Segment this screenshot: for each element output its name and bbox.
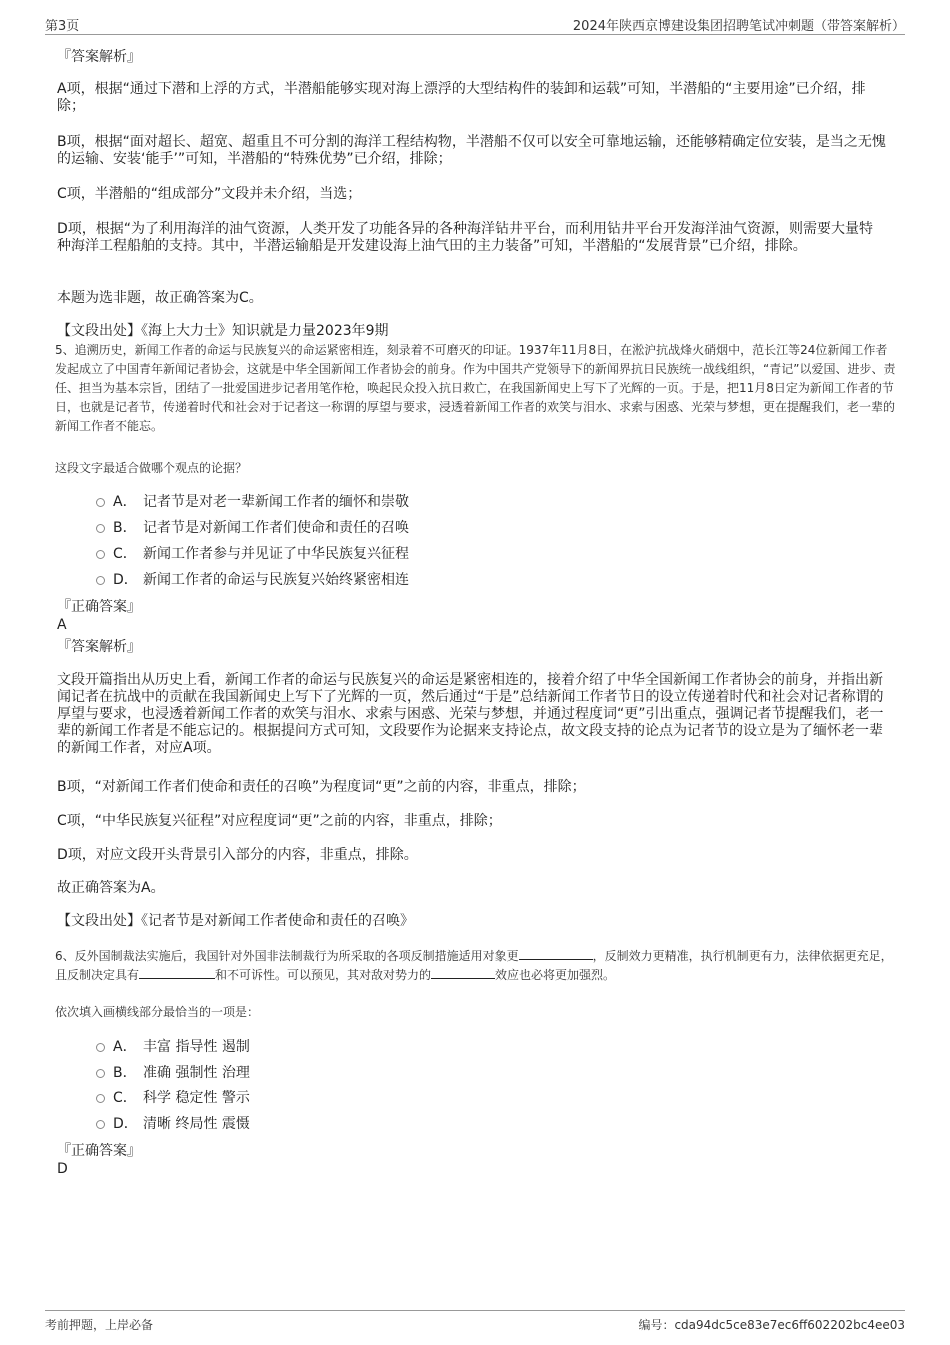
q4-conclusion: 本题为选非题，故正确答案为C。 xyxy=(57,290,263,306)
q5-option-a[interactable]: A． 记者节是对老一辈新闻工作者的缅怀和崇敬 xyxy=(96,493,409,511)
radio-icon[interactable] xyxy=(96,524,105,533)
q6-stem: 6、反外国制裁法实施后，我国针对外国非法制裁行为所采取的各项反制措施适用对象更 ，反制效力更精准，执行机制更有力，法律依据更充足，且反制决定具有 和不可诉性。可以预见，其对敌对势力的 效应也必将更加强烈。 xyxy=(55,949,893,982)
q4-source: 【文段出处】《海上大力士》知识就是力量2023年9期 xyxy=(57,323,389,339)
q5-analysis-b: B项，“对新闻工作者们使命和责任的召唤”为程度词“更”之前的内容，非重点，排除； xyxy=(57,779,586,795)
radio-icon[interactable] xyxy=(96,1043,105,1052)
page-number: 第3页 xyxy=(45,19,80,34)
radio-icon[interactable] xyxy=(96,1094,105,1103)
page-footer xyxy=(45,1310,905,1337)
document-id: 编号：cda94dc5ce83e7ec6ff602202bc4ee03 xyxy=(638,1318,905,1332)
q6-answer-label: 『正确答案』 xyxy=(57,1143,141,1159)
q6-answer: D xyxy=(57,1161,68,1177)
q5-answer-label: 『正确答案』 xyxy=(57,599,141,615)
radio-icon[interactable] xyxy=(96,550,105,559)
fill-blank xyxy=(431,966,495,979)
q5-answer: A xyxy=(57,617,67,633)
q6-ask: 依次填入画横线部分最恰当的一项是： xyxy=(55,1005,260,1019)
radio-icon[interactable] xyxy=(96,1120,105,1129)
q5-conclusion: 故正确答案为A。 xyxy=(57,880,165,896)
q5-analysis-label: 『答案解析』 xyxy=(57,639,141,655)
q4-analysis-c: C项，半潜船的“组成部分”文段并未介绍，当选； xyxy=(57,186,362,202)
radio-icon[interactable] xyxy=(96,1069,105,1078)
footer-slogan: 考前押题，上岸必备 xyxy=(45,1318,154,1332)
q5-stem: 5、追溯历史，新闻工作者的命运与民族复兴的命运紧密相连，刻录着不可磨灭的印证。1937年11月8日，在淞沪抗战烽火硝烟中，范长江等24位新闻工作者发起成立了中国青年新闻记者协会，这就是中华全国新闻工作者协会的前身。作为中国共产党领导下的新闻界抗日民族统一战线组织，“青记”以爱国、进步、责任、担当为基本宗旨，团结了一批爱国进步记者用笔作枪，唤起民众投入抗日救亡，在我国新闻史上写下了光辉的一页。于是，把11月8日定为新闻工作者的节日，也就是记者节，传递着时代和社会对于记者这一称谓的厚望与要求，浸透着新闻工作者的欢笑与泪水、求索与困惑、光荣与梦想，更在提醒我们，老一辈的新闻工作者不能忘。 xyxy=(55,343,896,433)
q4-analysis-a: A项，根据“通过下潜和上浮的方式，半潜船能够实现对海上漂浮的大型结构件的装卸和运载”可知，半潜船的“主要用途”已介绍，排除； xyxy=(57,81,866,114)
q5-analysis: 文段开篇指出从历史上看，新闻工作者的命运与民族复兴的命运是紧密相连的，接着介绍了中华全国新闻工作者协会的前身，并指出新闻记者在抗战中的贡献在我国新闻史上写下了光辉的一页，然后通过“于是”总结新闻工作者节日的设立传递着时代和社会对记者称谓的厚望与要求，也浸透着新闻工作者的欢笑与泪水、求索与困惑、光荣与梦想，并通过程度词“更”引出重点，强调记者节提醒我们，老一辈的新闻工作者是不能忘记的。根据提问方式可知，文段要作为论据来支持论点，故文段支持的论点为记者节的设立是为了缅怀老一辈的新闻工作者，对应A项。 xyxy=(57,672,884,756)
radio-icon[interactable] xyxy=(96,576,105,585)
q6-option-c[interactable]: C． 科学 稳定性 警示 xyxy=(96,1089,250,1107)
q5-ask: 这段文字最适合做哪个观点的论据？ xyxy=(55,461,248,475)
document-title: 2024年陕西京博建设集团招聘笔试冲刺题（带答案解析） xyxy=(572,19,905,34)
q6-option-d[interactable]: D． 清晰 终局性 震慑 xyxy=(96,1115,250,1133)
q5-option-c[interactable]: C． 新闻工作者参与并见证了中华民族复兴征程 xyxy=(96,545,409,563)
page-header xyxy=(45,12,905,35)
q5-analysis-d: D项，对应文段开头背景引入部分的内容，非重点，排除。 xyxy=(57,847,418,863)
radio-icon[interactable] xyxy=(96,498,105,507)
q5-option-d[interactable]: D． 新闻工作者的命运与民族复兴始终紧密相连 xyxy=(96,571,409,589)
q4-analysis-d: D项，根据“为了利用海洋的油气资源，人类开发了功能各异的各种海洋钻井平台，而利用钻井平台开发海洋油气资源，则需要大量特种海洋工程船舶的支持。其中，半潜运输船是开发建设海上油气田的主力装备”可知，半潜船的“发展背景”已介绍，排除。 xyxy=(57,221,874,254)
q5-source: 【文段出处】《记者节是对新闻工作者使命和责任的召唤》 xyxy=(57,913,414,929)
q4-analysis-b: B项，根据“面对超长、超宽、超重且不可分割的海洋工程结构物，半潜船不仅可以安全可靠地运输，还能够精确定位安装，是当之无愧的运输、安装‘能手’”可知，半潜船的“特殊优势”已介绍，排除； xyxy=(57,134,886,167)
fill-blank xyxy=(519,947,593,960)
q4-analysis-label: 『答案解析』 xyxy=(57,49,141,65)
fill-blank xyxy=(139,966,215,979)
q6-option-b[interactable]: B． 准确 强制性 治理 xyxy=(96,1064,250,1082)
q6-option-a[interactable]: A． 丰富 指导性 遏制 xyxy=(96,1038,250,1056)
q5-analysis-c: C项，“中华民族复兴征程”对应程度词“更”之前的内容，非重点，排除； xyxy=(57,813,502,829)
q5-option-b[interactable]: B． 记者节是对新闻工作者们使命和责任的召唤 xyxy=(96,519,409,537)
